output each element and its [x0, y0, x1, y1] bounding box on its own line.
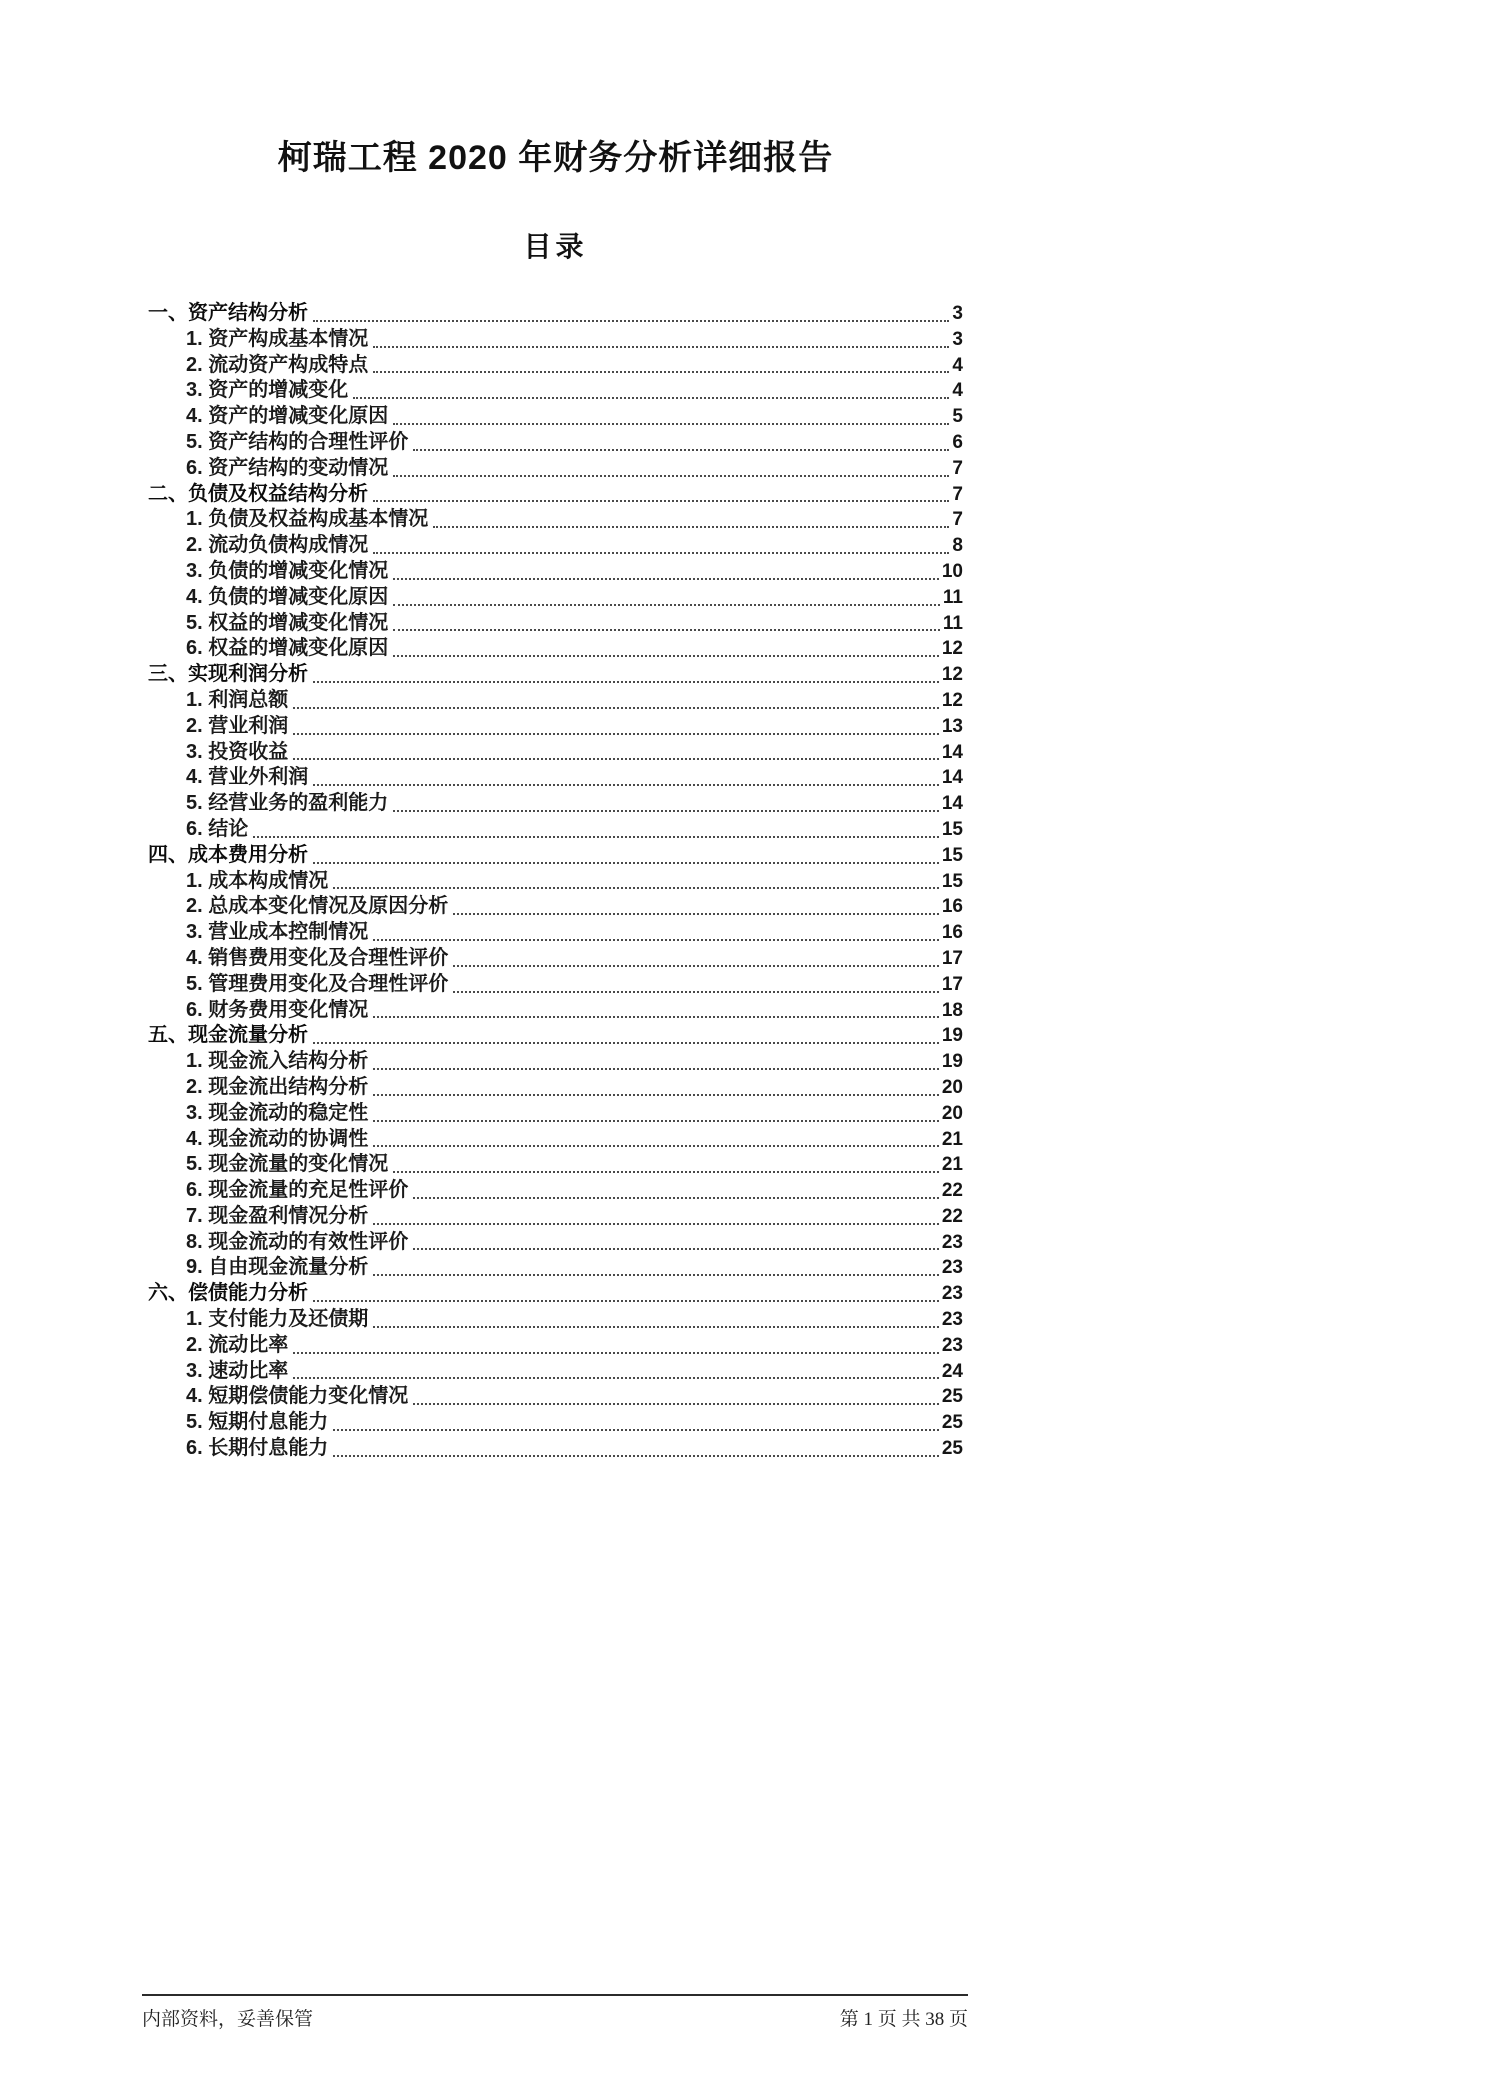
toc-entry	[148, 1152, 963, 1178]
toc-entry-label: 1. 现金流入结构分析	[186, 1050, 369, 1073]
toc-leader-dots	[293, 707, 939, 709]
toc-entry	[148, 1023, 963, 1049]
toc-entry	[148, 611, 963, 637]
toc-leader-dots	[393, 810, 939, 812]
toc-page-number: 11	[942, 612, 963, 634]
toc-page-number: 25	[941, 1386, 963, 1408]
toc-leader-dots	[373, 371, 949, 373]
toc-leader-dots	[453, 991, 939, 993]
toc-heading: 目录	[523, 231, 588, 262]
toc-page-number: 14	[941, 767, 963, 789]
toc-entry	[148, 688, 963, 714]
toc-entry	[148, 1204, 963, 1230]
toc-entry	[148, 817, 963, 843]
toc-entry	[148, 1178, 963, 1204]
toc-entry	[148, 301, 963, 327]
toc-leader-dots	[393, 578, 939, 580]
toc-page-number: 12	[941, 689, 963, 711]
toc-entry-label: 3. 现金流动的稳定性	[186, 1101, 369, 1124]
toc-entry-label: 5. 资产结构的合理性评价	[186, 430, 409, 453]
toc-entry-label: 4. 现金流动的协调性	[186, 1127, 369, 1150]
toc-leader-dots	[393, 423, 949, 425]
toc-list	[148, 301, 963, 1462]
toc-entry-label: 5. 现金流量的变化情况	[186, 1153, 389, 1176]
toc-page-number: 3	[952, 303, 963, 324]
toc-entry	[148, 662, 963, 688]
toc-entry	[148, 714, 963, 740]
toc-page-number: 4	[952, 380, 963, 402]
toc-entry-label: 1. 成本构成情况	[186, 869, 329, 892]
toc-page-number: 23	[941, 1257, 963, 1279]
toc-entry-label: 4. 销售费用变化及合理性评价	[186, 946, 449, 969]
toc-leader-dots	[253, 836, 939, 838]
toc-entry	[148, 482, 963, 508]
toc-page-number: 15	[941, 844, 963, 866]
toc-entry-label: 5. 经营业务的盈利能力	[186, 792, 389, 815]
toc-entry-label: 5. 管理费用变化及合理性评价	[186, 972, 449, 995]
toc-leader-dots	[333, 887, 939, 889]
toc-page-number: 6	[952, 431, 963, 453]
toc-entry-label: 2. 营业利润	[186, 714, 289, 737]
toc-entry	[148, 636, 963, 662]
toc-page-number: 23	[941, 1334, 963, 1356]
document-title: 柯瑞工程 2020 年财务分析详细报告	[277, 139, 834, 177]
toc-leader-dots	[393, 655, 939, 657]
toc-page-number: 19	[941, 1051, 963, 1073]
toc-page-number: 15	[941, 870, 963, 892]
toc-entry-label: 4. 短期偿债能力变化情况	[186, 1385, 409, 1408]
toc-page-number: 5	[952, 406, 963, 428]
toc-entry-label: 1. 利润总额	[186, 688, 289, 711]
toc-entry	[148, 1384, 963, 1410]
toc-page-number: 15	[941, 818, 963, 840]
page-footer	[142, 1994, 968, 2031]
toc-leader-dots	[413, 1248, 939, 1250]
toc-entry	[148, 1049, 963, 1075]
toc-entry	[148, 1410, 963, 1436]
toc-entry	[148, 456, 963, 482]
toc-leader-dots	[293, 758, 939, 760]
toc-page-number: 20	[941, 1102, 963, 1124]
toc-entry-label: 6. 长期付息能力	[186, 1437, 329, 1460]
toc-leader-dots	[373, 1016, 939, 1018]
toc-leader-dots	[373, 1094, 939, 1096]
toc-entry	[148, 946, 963, 972]
toc-leader-dots	[433, 526, 949, 528]
toc-entry-label: 2. 现金流出结构分析	[186, 1075, 369, 1098]
toc-leader-dots	[333, 1455, 939, 1457]
toc-leader-dots	[293, 1377, 939, 1379]
toc-entry	[148, 765, 963, 791]
toc-entry-label: 五、现金流量分析	[148, 1024, 308, 1047]
toc-leader-dots	[373, 1068, 939, 1070]
toc-leader-dots	[313, 1042, 939, 1044]
toc-entry	[148, 843, 963, 869]
toc-entry-label: 7. 现金盈利情况分析	[186, 1204, 369, 1227]
toc-entry	[148, 1075, 963, 1101]
toc-page-number: 22	[941, 1180, 963, 1202]
toc-entry	[148, 507, 963, 533]
toc-entry	[148, 585, 963, 611]
toc-page-number: 19	[941, 1025, 963, 1047]
toc-leader-dots	[373, 1326, 939, 1328]
toc-page-number: 3	[952, 328, 963, 350]
toc-entry-label: 1. 资产构成基本情况	[186, 327, 369, 350]
toc-page-number: 16	[941, 922, 963, 944]
toc-entry	[148, 1307, 963, 1333]
toc-page-number: 8	[952, 535, 963, 557]
toc-entry-label: 3. 资产的增减变化	[186, 379, 349, 402]
toc-page-number: 14	[941, 793, 963, 815]
toc-entry-label: 2. 流动负债构成情况	[186, 534, 369, 557]
toc-page-number: 20	[941, 1076, 963, 1098]
toc-entry-label: 四、成本费用分析	[148, 843, 308, 866]
toc-entry	[148, 972, 963, 998]
toc-page-number: 21	[941, 1128, 963, 1150]
toc-entry-label: 二、负债及权益结构分析	[148, 482, 368, 505]
toc-entry	[148, 430, 963, 456]
toc-entry-label: 三、实现利润分析	[148, 663, 308, 686]
toc-page-number: 21	[941, 1154, 963, 1176]
toc-page-number: 22	[941, 1205, 963, 1227]
toc-leader-dots	[453, 965, 939, 967]
toc-entry	[148, 1230, 963, 1256]
toc-entry-label: 3. 速动比率	[186, 1359, 289, 1382]
toc-page-number: 4	[952, 354, 963, 376]
toc-leader-dots	[353, 397, 949, 399]
toc-leader-dots	[413, 449, 949, 451]
toc-entry-label: 2. 流动比率	[186, 1333, 289, 1356]
toc-leader-dots	[393, 629, 940, 631]
toc-entry	[148, 869, 963, 895]
toc-entry	[148, 533, 963, 559]
toc-entry-label: 4. 负债的增减变化原因	[186, 585, 389, 608]
toc-page-number: 17	[941, 947, 963, 969]
toc-page-number: 7	[952, 457, 963, 479]
toc-entry-label: 3. 负债的增减变化情况	[186, 559, 389, 582]
toc-entry-label: 6. 现金流量的充足性评价	[186, 1179, 409, 1202]
toc-leader-dots	[293, 733, 939, 735]
toc-entry-label: 5. 短期付息能力	[186, 1411, 329, 1434]
toc-leader-dots	[313, 681, 939, 683]
toc-entry	[148, 404, 963, 430]
toc-page-number: 10	[941, 560, 963, 582]
toc-page-number: 25	[941, 1438, 963, 1460]
toc-page-number: 14	[941, 741, 963, 763]
toc-entry	[148, 920, 963, 946]
toc-leader-dots	[373, 1274, 939, 1276]
toc-entry	[148, 327, 963, 353]
toc-entry-label: 6. 财务费用变化情况	[186, 998, 369, 1021]
toc-page-number: 16	[941, 896, 963, 918]
toc-page-number: 24	[941, 1360, 963, 1382]
toc-leader-dots	[413, 1197, 939, 1199]
toc-leader-dots	[393, 604, 940, 606]
toc-leader-dots	[313, 862, 939, 864]
toc-entry-label: 1. 支付能力及还债期	[186, 1308, 369, 1331]
toc-leader-dots	[373, 552, 949, 554]
toc-leader-dots	[313, 1300, 939, 1302]
toc-entry-label: 4. 资产的增减变化原因	[186, 405, 389, 428]
toc-entry-label: 5. 权益的增减变化情况	[186, 611, 389, 634]
toc-leader-dots	[373, 1120, 939, 1122]
toc-page-number: 25	[941, 1412, 963, 1434]
toc-leader-dots	[293, 1352, 939, 1354]
toc-page-number: 17	[941, 973, 963, 995]
toc-page-number: 13	[941, 715, 963, 737]
toc-entry	[148, 378, 963, 404]
footer-page-number: 第 1 页 共 38 页	[839, 2009, 968, 2030]
toc-entry	[148, 1333, 963, 1359]
toc-entry	[148, 1359, 963, 1385]
toc-page-number: 18	[941, 999, 963, 1021]
toc-entry-label: 2. 流动资产构成特点	[186, 353, 369, 376]
toc-page-number: 7	[952, 483, 963, 505]
toc-leader-dots	[333, 1429, 939, 1431]
toc-entry	[148, 1127, 963, 1153]
toc-page-number: 12	[941, 664, 963, 686]
toc-entry-label: 6. 结论	[186, 817, 249, 840]
toc-entry-label: 3. 营业成本控制情况	[186, 921, 369, 944]
toc-page-number: 23	[941, 1309, 963, 1331]
toc-entry	[148, 740, 963, 766]
document-content	[148, 0, 963, 1462]
toc-entry-label: 6. 权益的增减变化原因	[186, 637, 389, 660]
toc-leader-dots	[373, 939, 939, 941]
toc-entry-label: 2. 总成本变化情况及原因分析	[186, 895, 449, 918]
toc-page-number: 11	[942, 586, 963, 608]
toc-entry	[148, 1101, 963, 1127]
toc-entry-label: 1. 负债及权益构成基本情况	[186, 508, 429, 531]
toc-leader-dots	[313, 320, 949, 322]
toc-entry-label: 8. 现金流动的有效性评价	[186, 1230, 409, 1253]
toc-page-number: 12	[941, 638, 963, 660]
toc-leader-dots	[453, 913, 939, 915]
toc-leader-dots	[313, 784, 939, 786]
toc-entry	[148, 1281, 963, 1307]
toc-entry	[148, 353, 963, 379]
toc-leader-dots	[393, 1171, 939, 1173]
toc-entry-label: 一、资产结构分析	[148, 302, 308, 324]
toc-entry-label: 4. 营业外利润	[186, 766, 309, 789]
toc-entry-label: 3. 投资收益	[186, 740, 289, 763]
toc-leader-dots	[393, 475, 949, 477]
toc-leader-dots	[413, 1403, 939, 1405]
toc-entry-label: 六、偿债能力分析	[148, 1282, 308, 1305]
toc-page-number: 23	[941, 1283, 963, 1305]
toc-entry	[148, 1255, 963, 1281]
toc-leader-dots	[373, 1223, 939, 1225]
toc-page-number: 7	[952, 509, 963, 531]
toc-entry	[148, 1436, 963, 1462]
toc-entry	[148, 559, 963, 585]
toc-leader-dots	[373, 1145, 939, 1147]
toc-leader-dots	[373, 500, 949, 502]
toc-leader-dots	[373, 346, 949, 348]
toc-entry	[148, 791, 963, 817]
toc-entry-label: 6. 资产结构的变动情况	[186, 456, 389, 479]
toc-entry	[148, 894, 963, 920]
toc-entry-label: 9. 自由现金流量分析	[186, 1256, 369, 1279]
toc-page-number: 23	[941, 1231, 963, 1253]
footer-left-text: 内部资料，妥善保管	[142, 2009, 314, 2030]
toc-entry	[148, 998, 963, 1024]
